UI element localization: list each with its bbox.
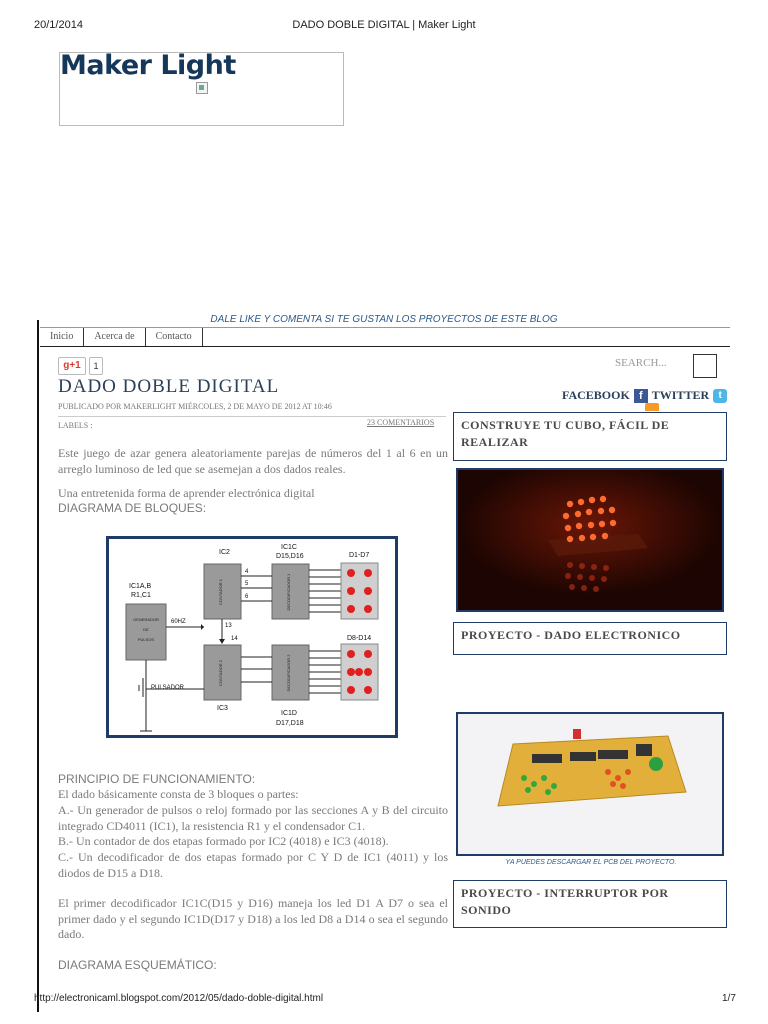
post-title[interactable]: DADO DOBLE DIGITAL [58,376,280,397]
post-meta: PUBLICADO POR MAKERLIGHT MIÉRCOLES, 2 DE MAYO DE 2012 AT 10:46 [58,402,332,411]
label-ic1d: IC1D [281,710,297,717]
google-plus-count: 1 [89,357,103,375]
search-label: SEARCH... [615,357,667,369]
arrow-down-icon [219,639,225,644]
label-r1c1: R1,C1 [131,592,151,599]
generator-label-2: DE [143,627,149,632]
comments-link[interactable]: 23 COMENTARIOS [367,418,435,427]
print-date: 20/1/2014 [34,19,83,31]
label-60hz: 60HZ [171,619,186,625]
label-pin-6: 6 [245,594,249,600]
label-pulsador: PULSADOR [151,685,185,691]
main-nav [40,328,203,346]
facebook-icon[interactable]: f [634,389,648,403]
principle-p5: El primer decodificador IC1C(D15 y D16) maneja los led D1 A D7 o sea el primer dado y el segundo IC1D(D17 y D18) a los led D8 a D14 o sea el segundo dado. [58,896,448,941]
decoder-2-label: DECODIFICADOR 2 [286,654,291,692]
generator-block [126,604,166,660]
principle-heading: PRINCIPIO DE FUNCIONAMIENTO: [58,772,256,786]
nav-item-contacto[interactable]: Contacto [146,328,203,346]
label-ic2: IC2 [219,549,230,556]
nav-divider [40,346,730,347]
pcb-image [458,714,722,854]
label-ic1ab: IC1A,B [129,583,152,590]
search-input[interactable] [693,354,717,378]
principle-p2: A.- Un generador de pulsos o reloj formado por las secciones A y B del circuito integrado CD4011 (IC1), la resistencia R1 y el condensador C1. [58,803,448,833]
sidebar-box-dado[interactable] [453,622,727,655]
pcb-photo[interactable] [456,712,724,856]
post-intro: Este juego de azar genera aleatoriamente parejas de números del 1 al 6 en un arreglo luminoso de led que se asemejan a dos dados reales. [58,446,448,476]
print-page-number: 1/7 [722,993,736,1004]
die-1 [341,563,378,619]
facebook-link[interactable]: FACEBOOK [562,388,630,402]
label-d15-d16: D15,D16 [276,553,304,560]
pcb-caption: YA PUEDES DESCARGAR EL PCB DEL PROYECTO. [505,859,677,866]
label-ic1c: IC1C [281,544,297,551]
site-logo[interactable]: Maker Light [60,50,236,81]
content-frame-border [37,320,39,1012]
decoder-1-label: DECODIFICADOR 1 [286,573,291,611]
principle-p1: El dado básicamente consta de 3 bloques o partes: [58,787,299,801]
label-d17-d18: D17,D18 [276,720,304,727]
top-banner[interactable]: DALE LIKE Y COMENTA SI TE GUSTAN LOS PROYECTOS DE ESTE BLOG [210,314,558,325]
arrow-right-icon [201,624,204,630]
print-title: DADO DOBLE DIGITAL | Maker Light [292,19,476,31]
sidebar-box-interruptor[interactable] [453,880,727,928]
social-links [562,388,727,403]
twitter-icon[interactable]: t [713,389,727,403]
cube-photo[interactable] [456,468,724,612]
print-url: http://electronicaml.blogspot.com/2012/05/dado-doble-digital.html [34,993,324,1004]
counter-1-label: CONTADOR 1 [218,579,223,605]
google-plus-button[interactable]: g+1 [58,357,86,375]
led-cube-image [458,470,722,610]
nav-item-inicio[interactable]: Inicio [40,328,84,346]
principle-p3: B.- Un contador de dos etapas formado por IC2 (4018) e IC3 (4018). [58,834,389,848]
label-pin-14: 14 [231,636,238,642]
label-d8-d14: D8-D14 [347,635,372,642]
sidebar-box-dado-title[interactable]: PROYECTO - DADO ELECTRONICO [461,628,681,642]
post-intro-2: Una entretenida forma de aprender electrónica digital [58,486,315,500]
sidebar-box-cubo-title[interactable]: CONSTRUYE TU CUBO, FÁCIL DE REALIZAR [461,418,670,449]
block-diagram [106,536,398,738]
generator-label-3: PULSOS [137,637,155,642]
block-diagram-svg [109,539,395,735]
label-pin-13: 13 [225,623,232,629]
generator-label-1: GENERADOR [133,617,159,622]
schematic-heading: DIAGRAMA ESQUEMÁTICO: [58,958,217,972]
label-ic3: IC3 [217,705,228,712]
broken-image-icon [196,82,208,94]
diagram-heading: DIAGRAMA DE BLOQUES: [58,501,207,515]
counter-2-label: CONTADOR 2 [218,660,223,686]
label-pin-4: 4 [245,569,249,575]
meta-divider [58,416,446,417]
principle-p4: C.- Un decodificador de dos etapas formado por C Y D de IC1 (4011) y los diodos de D15 a D18. [58,850,448,880]
nav-item-acerca-de[interactable]: Acerca de [84,328,145,346]
twitter-link[interactable]: TWITTER [651,388,710,402]
post-labels: LABELS : [58,421,93,430]
label-pin-5: 5 [245,581,249,587]
sidebar-box-cubo[interactable] [453,412,727,461]
label-d1-d7: D1-D7 [349,552,370,559]
rss-icon[interactable] [645,403,659,411]
sidebar-box-interruptor-title[interactable]: PROYECTO - INTERRUPTOR POR SONIDO [461,886,669,917]
